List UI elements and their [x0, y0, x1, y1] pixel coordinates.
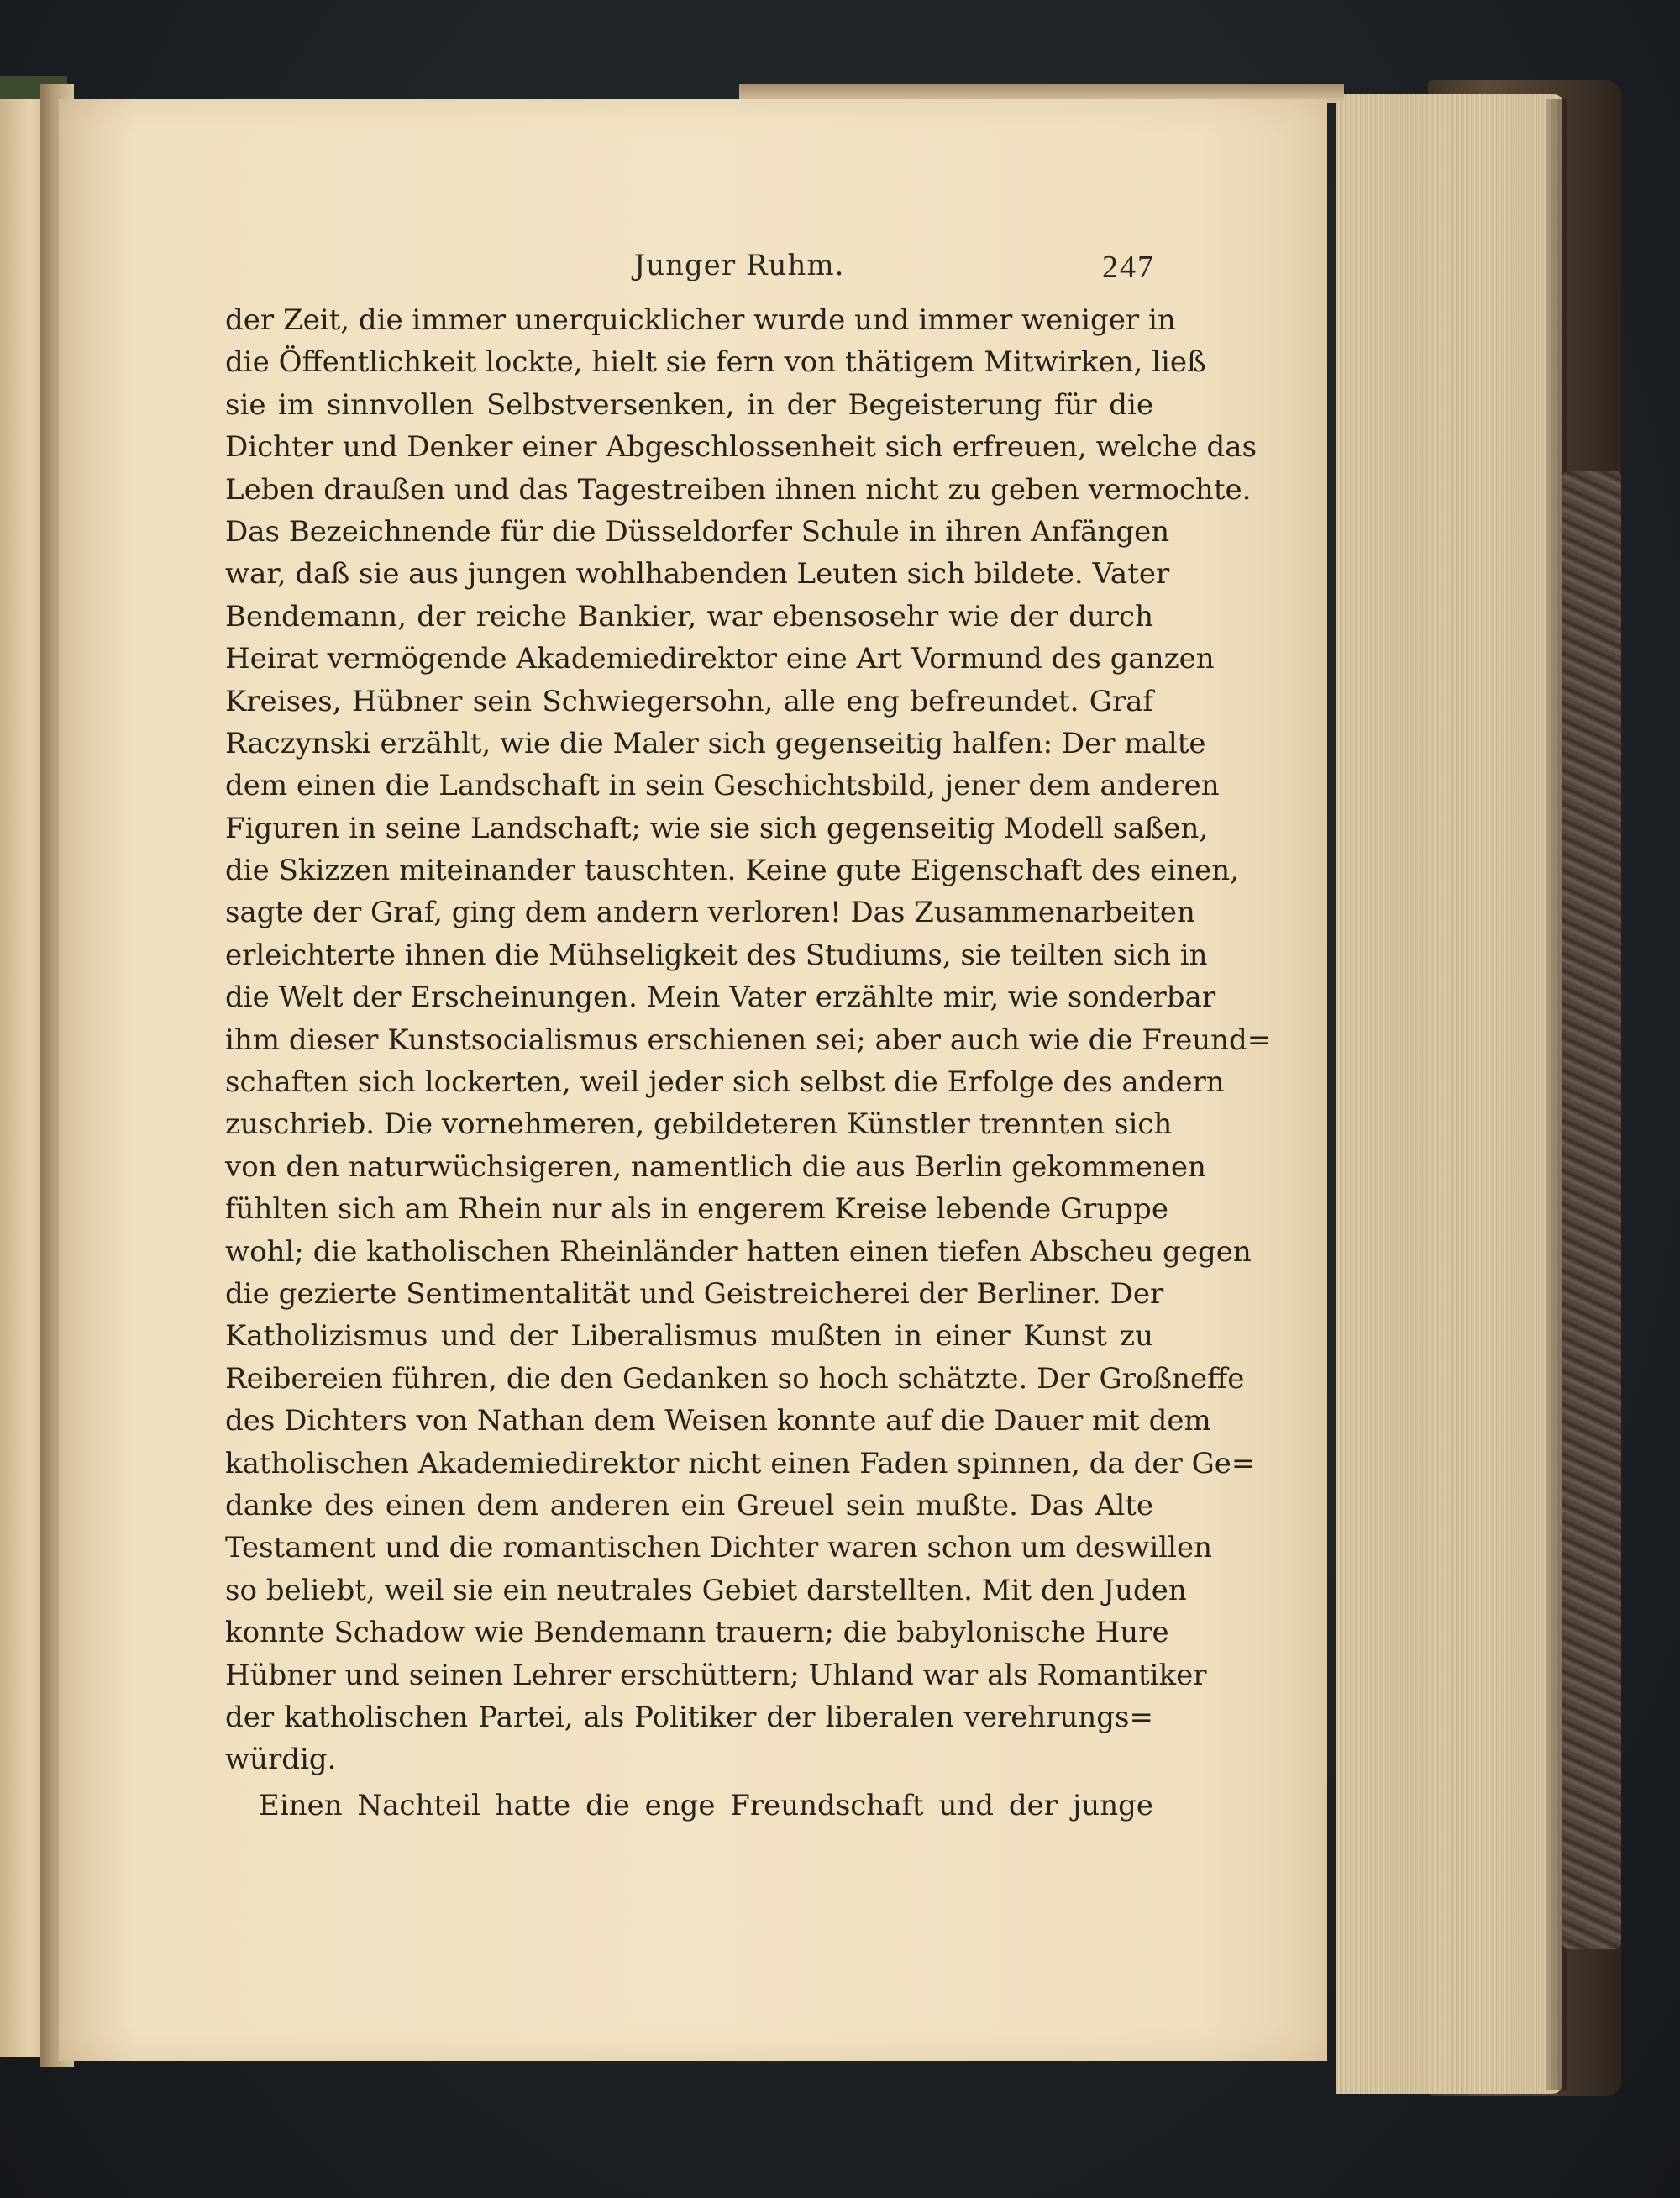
text-line: Reibereien führen, die den Gedanken so hoch schätzte. Der Großneffe: [225, 1361, 1245, 1396]
text-line: fühlten sich am Rhein nur als in engerem Kreise lebende Gruppe: [225, 1192, 1168, 1227]
text-line: so beliebt, weil sie ein neutrales Gebiet darstellten. Mit den Juden: [225, 1573, 1187, 1607]
text-line: Heirat vermögende Akademiedirektor eine Art Vormund des ganzen: [225, 642, 1215, 676]
text-line: Katholizismus und der Liberalismus mußten in einer Kunst zu: [225, 1319, 1153, 1354]
page-edges: [1336, 94, 1562, 2094]
text-line: des Dichters von Nathan dem Weisen konnte auf die Dauer mit dem: [225, 1404, 1211, 1438]
text-line: dem einen die Landschaft in sein Geschichtsbild, jener dem anderen: [225, 769, 1220, 803]
cover-ornament: [1562, 471, 1621, 1949]
body-text: [225, 299, 1272, 1827]
text-line: konnte Schadow wie Bendemann trauern; die babylonische Hure: [225, 1616, 1169, 1650]
paragraph: [225, 299, 1272, 1781]
text-line: Testament und die romantischen Dichter waren schon um deswillen: [225, 1531, 1213, 1565]
page-header: [59, 249, 1327, 299]
book-page: [59, 99, 1327, 2061]
text-line: erleichterte ihnen die Mühseligkeit des Studiums, sie teilten sich in: [225, 938, 1208, 972]
text-line: war, daß sie aus jungen wohlhabenden Leuten sich bildete. Vater: [225, 557, 1170, 592]
text-line: zuschrieb. Die vornehmeren, gebildeteren Künstler trennten sich: [225, 1107, 1173, 1142]
text-line: die Skizzen miteinander tauschten. Keine gute Eigenschaft des einen,: [225, 854, 1239, 888]
paragraph: [225, 1785, 1153, 1827]
text-line: die Öffentlichkeit lockte, hielt sie fern von thätigem Mitwirken, ließ: [225, 345, 1206, 380]
text-line: würdig.: [225, 1743, 337, 1777]
text-line: Leben draußen und das Tagestreiben ihnen nicht zu geben vermochte.: [225, 472, 1252, 507]
text-line: ihm dieser Kunstsocialismus erschienen sei; aber auch wie die Freund=: [225, 1023, 1272, 1057]
text-line: schaften sich lockerten, weil jeder sich selbst die Erfolge des andern: [225, 1065, 1225, 1100]
text-line: Das Bezeichnende für die Düsseldorfer Schule in ihren Anfängen: [225, 514, 1170, 549]
text-line: Kreises, Hübner sein Schwiegersohn, alle eng befreundet. Graf: [225, 684, 1153, 718]
text-line: Raczynski erzählt, wie die Maler sich gegenseitig halfen: Der malte: [225, 726, 1206, 760]
running-head: Junger Ruhm.: [633, 249, 845, 282]
text-line: die gezierte Sentimentalität und Geistreicherei der Berliner. Der: [225, 1276, 1164, 1311]
text-line: Figuren in seine Landschaft; wie sie sich gegenseitig Modell saßen,: [225, 811, 1209, 845]
page-number: 247: [1102, 250, 1155, 285]
text-line: der katholischen Partei, als Politiker der liberalen verehrungs=: [225, 1700, 1153, 1734]
text-line: Hübner und seinen Lehrer erschüttern; Uhland war als Romantiker: [225, 1658, 1207, 1692]
text-line: der Zeit, die immer unerquicklicher wurde und immer weniger in: [225, 303, 1176, 337]
text-line: die Welt der Erscheinungen. Mein Vater erzählte mir, wie sonderbar: [225, 981, 1216, 1015]
text-line: von den naturwüchsigeren, namentlich die aus Berlin gekommenen: [225, 1149, 1206, 1184]
text-line: Bendemann, der reiche Bankier, war ebensosehr wie der durch: [225, 599, 1153, 634]
text-line: katholischen Akademiedirektor nicht einen Faden spinnen, da der Ge=: [225, 1446, 1256, 1480]
text-line: wohl; die katholischen Rheinländer hatten einen tiefen Abscheu gegen: [225, 1234, 1252, 1269]
text-line: Dichter und Denker einer Abgeschlossenheit sich erfreuen, welche das: [225, 430, 1257, 465]
text-line: danke des einen dem anderen ein Greuel sein mußte. Das Alte: [225, 1488, 1153, 1522]
text-line: sie im sinnvollen Selbstversenken, in der Begeisterung für die: [225, 387, 1153, 422]
text-line: sagte der Graf, ging dem andern verloren! Das Zusammenarbeiten: [225, 896, 1195, 930]
text-line: Einen Nachteil hatte die enge Freundschaft und der junge: [259, 1788, 1153, 1822]
